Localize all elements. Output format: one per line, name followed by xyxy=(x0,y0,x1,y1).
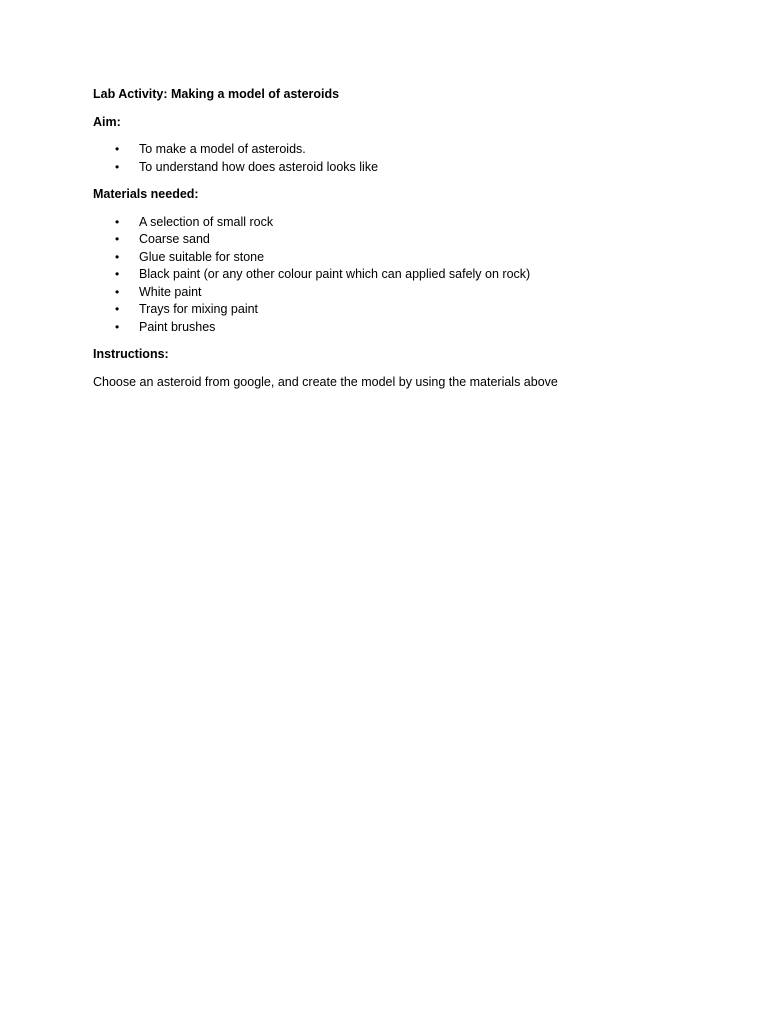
aim-list xyxy=(93,141,693,176)
list-item-text: To make a model of asteroids. xyxy=(139,142,306,156)
list-item xyxy=(93,301,693,319)
list-item-text: Glue suitable for stone xyxy=(139,249,265,264)
bullet-icon: • xyxy=(115,159,120,174)
materials-heading: Materials needed: xyxy=(93,187,199,201)
instructions-heading: Instructions: xyxy=(93,347,169,361)
list-item xyxy=(93,214,693,232)
bullet-icon: • xyxy=(115,249,120,264)
bullet-icon: • xyxy=(115,319,120,334)
list-item xyxy=(93,266,693,284)
list-item xyxy=(93,284,693,302)
materials-list xyxy=(93,214,693,337)
list-item-text: To understand how does asteroid looks like xyxy=(139,159,379,174)
document-title: Lab Activity: Making a model of asteroids xyxy=(93,87,340,101)
bullet-icon: • xyxy=(115,214,120,229)
bullet-icon: • xyxy=(115,142,120,156)
list-item-text: Black paint (or any other colour paint which can applied safely on rock) xyxy=(139,267,531,281)
aim-heading: Aim: xyxy=(93,114,121,129)
list-item xyxy=(93,141,693,159)
instructions-text: Choose an asteroid from google, and create the model by using the materials above xyxy=(93,374,558,389)
list-item xyxy=(93,159,693,177)
bullet-icon: • xyxy=(115,302,120,316)
document-body xyxy=(93,86,693,391)
list-item-text: Coarse sand xyxy=(139,232,210,246)
list-item xyxy=(93,319,693,337)
list-item-text: Paint brushes xyxy=(139,319,216,334)
list-item-text: A selection of small rock xyxy=(139,214,274,229)
list-item xyxy=(93,231,693,249)
list-item xyxy=(93,249,693,267)
list-item-text: White paint xyxy=(139,284,202,299)
bullet-icon: • xyxy=(115,284,120,299)
bullet-icon: • xyxy=(115,267,120,281)
bullet-icon: • xyxy=(115,232,120,246)
list-item-text: Trays for mixing paint xyxy=(139,302,259,316)
